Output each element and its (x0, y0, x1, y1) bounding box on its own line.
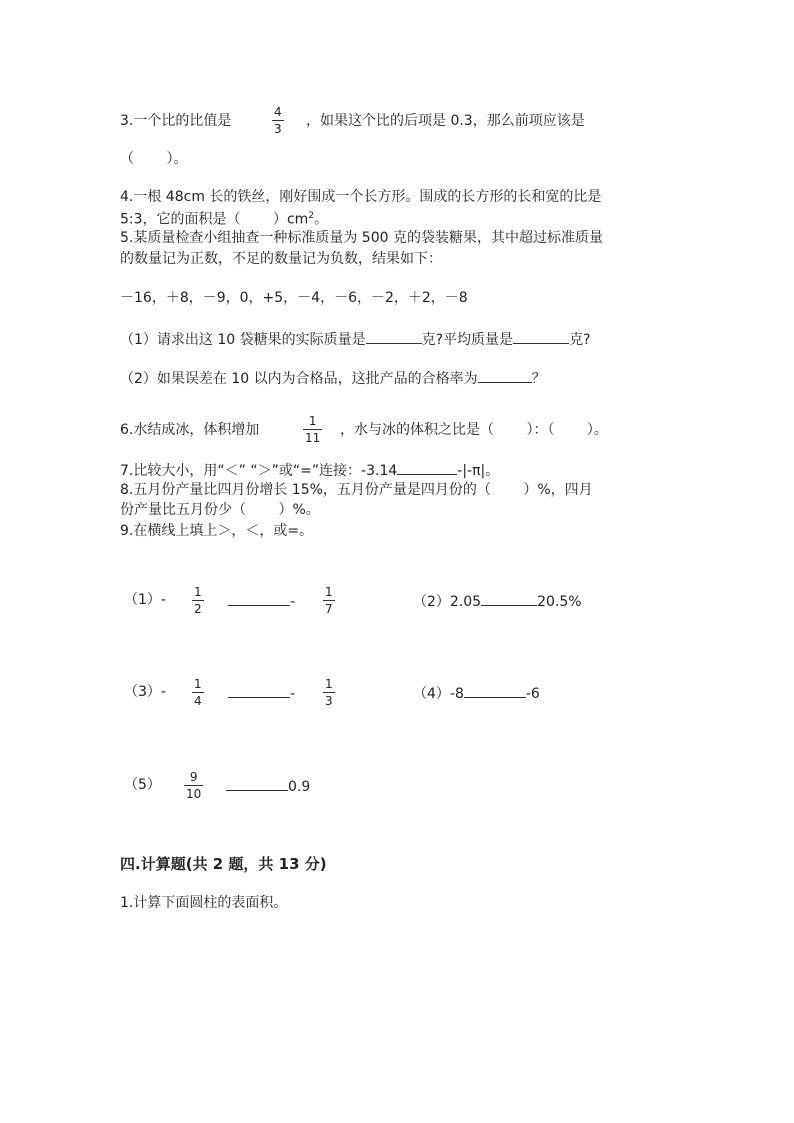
q6-frac-num: 1 (308, 414, 317, 428)
q9-p3-label: （3）- (124, 684, 166, 700)
frac-num: 9 (189, 770, 198, 784)
q9-p1-minus: - (290, 594, 296, 610)
q8-line2: 份产量比五月份少（ ）%。 (120, 502, 320, 518)
q3-frac-num: 4 (274, 105, 282, 119)
q9-p5-answer (226, 776, 310, 796)
q9-p2-text-a: （2）2.05 (413, 594, 482, 610)
q5-sub1-a: （1）请求出这 10 袋糖果的实际质量是 (120, 332, 366, 348)
frac-num: 1 (194, 677, 202, 691)
q5-line2: 的数量记为正数，不足的数量记为负数，结果如下： (120, 251, 442, 267)
frac-den: 4 (194, 694, 202, 708)
answer-blank[interactable] (481, 591, 537, 606)
q5-sub1-b: 克?平均质量是 (421, 332, 514, 348)
frac-num: 1 (325, 585, 333, 599)
q3-fraction (272, 105, 284, 136)
q7-text-a: 7.比较大小，用“＜” “＞”或“=”连接：-3.14 (120, 463, 398, 479)
q9-title: 9.在横线上填上＞，＜，或=。 (120, 523, 314, 539)
q3-frac-den: 3 (274, 122, 282, 136)
fraction-bar (184, 785, 203, 786)
q9-p4-text-b: -6 (525, 686, 540, 702)
q7-text-b: -|-π|。 (457, 463, 500, 479)
q7-line (120, 460, 499, 480)
q9-p5-text-b: 0.9 (288, 779, 311, 795)
q4-sup: 2 (308, 211, 315, 221)
fraction-bar (192, 692, 204, 693)
q9-p4-text-a: （4）-8 (413, 686, 464, 702)
q3-suffix: ，如果这个比的后项是 0.3，那么前项应该是 (306, 113, 585, 129)
q9-p3-frac-b (323, 677, 335, 708)
frac-den: 7 (325, 602, 333, 616)
q6-prefix: 6.水结成冰，体积增加 (120, 422, 260, 438)
q3-line (120, 112, 231, 130)
q5-sub1 (120, 329, 591, 349)
q4-line2 (120, 207, 328, 229)
section4-q1: 1.计算下面圆柱的表面积。 (120, 895, 288, 911)
q5-line1: 5.某质量检查小组抽查一种标准质量为 500 克的袋装糖果，其中超过标准质量 (120, 230, 603, 246)
answer-blank[interactable] (228, 591, 290, 606)
frac-num: 1 (194, 585, 202, 599)
q3-prefix: 3.一个比的比值是 (120, 113, 232, 129)
q4-line2-end: 。 (314, 211, 329, 228)
q9-p1-frac-a (192, 585, 204, 616)
q9-p2-text-b: 20.5% (537, 594, 582, 610)
q3-answer: （ ）。 (120, 151, 188, 167)
q9-p3-minus: - (290, 686, 296, 702)
answer-blank[interactable] (478, 368, 532, 383)
q8-line1: 8.五月份产量比四月份增长 15%，五月份产量是四月份的（ ）%，四月 (120, 482, 593, 498)
section-heading: 四.计算题(共 2 题，共 13 分) (120, 855, 327, 873)
q9-p3-frac-a (192, 677, 204, 708)
answer-blank[interactable] (397, 460, 457, 475)
answer-blank[interactable] (226, 776, 288, 791)
q6-fraction (303, 414, 322, 445)
fraction-bar (192, 600, 204, 601)
q9-p4 (413, 683, 540, 703)
q5-sub2 (120, 368, 546, 388)
q4-line2-text: 5:3，它的面积是（ ）cm (120, 211, 309, 228)
q9-p5-frac-a (184, 770, 203, 801)
answer-blank[interactable] (228, 683, 290, 698)
q6-suffix: ，水与冰的体积之比是（ ）：（ ）。 (340, 422, 608, 438)
q9-p5-label: （5） (124, 777, 161, 793)
fraction-bar (303, 429, 322, 430)
answer-blank[interactable] (366, 329, 422, 344)
frac-den: 10 (186, 787, 202, 801)
frac-den: 2 (194, 602, 202, 616)
q5-sub2-b: ？ (531, 371, 546, 387)
q5-data: －16，＋8，－9，0，+5，－4，－6，－2，＋2，－8 (120, 290, 468, 306)
fraction-bar (272, 120, 284, 121)
q9-p3-answer (228, 683, 295, 703)
fraction-bar (323, 600, 335, 601)
answer-blank[interactable] (464, 683, 526, 698)
fraction-bar (323, 692, 335, 693)
q6-frac-den: 11 (305, 431, 321, 445)
q9-p1-label: （1）- (124, 592, 166, 608)
q9-p2 (413, 591, 582, 611)
q4-line1: 4.一根 48cm 长的铁丝，刚好围成一个长方形。围成的长方形的长和宽的比是 (120, 189, 602, 205)
q9-p1-answer (228, 591, 295, 611)
answer-blank[interactable] (513, 329, 569, 344)
q9-p1-frac-b (323, 585, 335, 616)
q5-sub1-c: 克? (569, 332, 591, 348)
q5-sub2-a: （2）如果误差在 10 以内为合格品，这批产品的合格率为 (120, 371, 478, 387)
frac-num: 1 (325, 677, 333, 691)
frac-den: 3 (325, 694, 333, 708)
